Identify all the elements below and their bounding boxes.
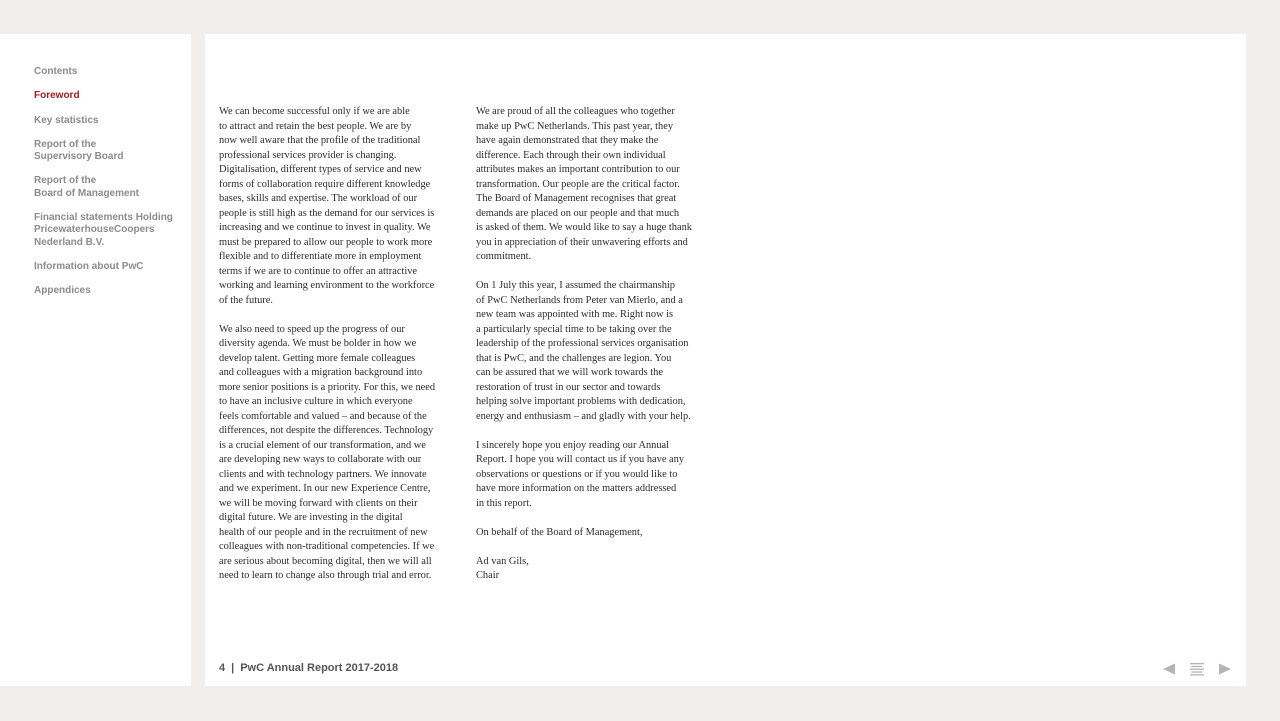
triangle-left-icon[interactable]	[1162, 662, 1176, 676]
body-paragraph: We are proud of all the colleagues who together make up PwC Netherlands. This past year, they have again demonstrated that they make the difference. Each through their own individual attributes makes an important contribution to our transformation. Our people are the critical factor. The Board of Management recognises that great demands are placed on our people and that much is asked of them. We would like to say a huge thank you in appreciation of their unwavering efforts and commitment.	[476, 106, 692, 262]
document-page	[205, 34, 1246, 686]
sidebar-item-contents[interactable]: Contents	[34, 66, 78, 77]
text-column-left	[219, 105, 465, 598]
sidebar-item-financial-statements[interactable]: Financial statements Holding PricewaterhouseCoopers Nederland B.V.	[34, 212, 173, 248]
page-number: 4	[219, 662, 226, 674]
body-paragraph: We can become successful only if we are able to attract and retain the best people. We are by now well aware that the profile of the traditional professional services provider is changing. Digitalisation, different types of service and new forms of collaboration require different knowledge bases, skills and expertise. The workload of our people is still high as the demand for our services is increasing and we continue to invest in quality. We must be prepared to allow our people to work more flexible and to differentiate more in employment terms if we are to continue to offer an attractive working and learning environment to the workforce of the future.	[219, 106, 435, 306]
body-paragraph: We also need to speed up the progress of our diversity agenda. We must be bolder in how we develop talent. Getting more female colleagues and colleagues with a migration background into more senior positions is a priority. For this, we need to have an inclusive culture in which everyone feels comfortable and valued – and because of the differences, not despite the differences. Technology is a crucial element of our transformation, and we are developing new ways to collaborate with our clients and with technology partners. We innovate and we experiment. In our new Experience Centre, we will be moving forward with clients on their digital future. We are investing in the digital health of our people and in the recruitment of new colleagues with non-traditional competencies. If we are serious about becoming digital, then we will all need to learn to change also through trial and error.	[219, 323, 436, 581]
sidebar	[0, 34, 191, 686]
sidebar-item-appendices[interactable]: Appendices	[34, 285, 91, 297]
body-paragraph: I sincerely hope you enjoy reading our Annual Report. I hope you will contact us if you have any observations or questions or if you would like to have more information on the matters addressed in this report.	[476, 439, 685, 509]
lines-menu-icon[interactable]	[1190, 662, 1204, 676]
triangle-right-icon[interactable]	[1218, 662, 1232, 676]
page-navigation	[1162, 660, 1232, 678]
signature-name: Ad van Gils, Chair	[476, 555, 529, 581]
sidebar-nav	[34, 66, 184, 310]
report-title: PwC Annual Report 2017-2018	[240, 662, 399, 674]
sidebar-item-key-statistics[interactable]: Key statistics	[34, 114, 99, 126]
sidebar-item-foreword[interactable]: Foreword	[34, 90, 80, 102]
body-paragraph: On 1 July this year, I assumed the chairmanship of PwC Netherlands from Peter van Mierlo, and a new team was appointed with me. Right now is a particularly special time to be taking over the leadership of the professional services organisation that is PwC, and the challenges are legion. You can be assured that we will work towards the restoration of trust in our sector and towards helping solve important problems with dedication, energy and enthusiasm – and gladly with your help.	[476, 280, 691, 422]
sidebar-item-report-supervisory-board[interactable]: Report of the Supervisory Board	[34, 138, 124, 163]
page-footer	[219, 662, 398, 674]
text-column-right	[476, 105, 724, 598]
sign-off-line: On behalf of the Board of Management,	[476, 526, 643, 538]
footer-separator: |	[231, 662, 235, 674]
sidebar-item-information-about-pwc[interactable]: Information about PwC	[34, 260, 144, 272]
sidebar-item-report-board-of-management[interactable]: Report of the Board of Management	[34, 175, 140, 199]
